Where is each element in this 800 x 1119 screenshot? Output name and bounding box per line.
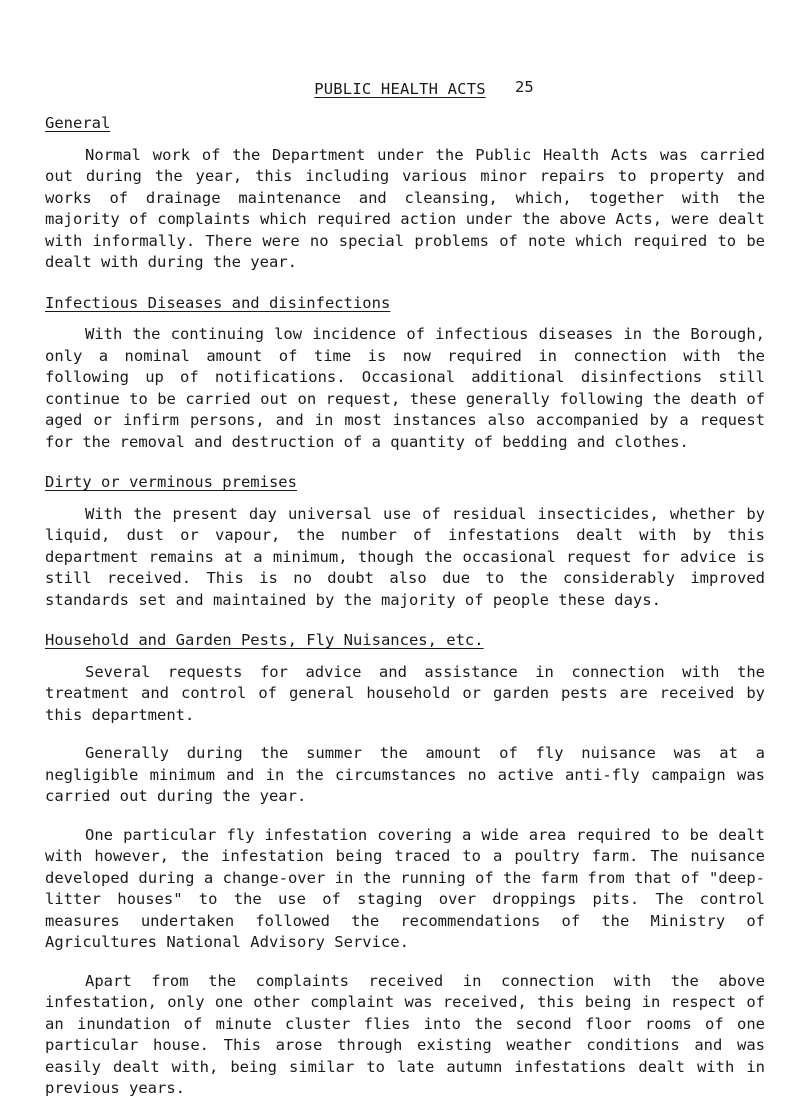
- section-heading: Dirty or verminous premises: [45, 473, 297, 491]
- paragraph: Normal work of the Department under the Public Health Acts was carried out during the year, this including various minor repairs to property and works of drainage maintenance and cleansing, which, together with the majority of complaints which required action under the above Acts, were dealt with informally. There were no special problems of note which required to be dealt with during the year.: [45, 145, 765, 271]
- section-heading: General: [45, 114, 111, 132]
- section-infectious-diseases: [45, 293, 765, 454]
- section-heading: Household and Garden Pests, Fly Nuisances, etc.: [45, 631, 484, 649]
- section-dirty-premises: [45, 472, 765, 611]
- paragraph: With the continuing low incidence of infectious diseases in the Borough, only a nominal amount of time is now required in connection with the following up of notifications. Occasional additional disinfections still continue to be carried out on request, these generally following the death of aged or infirm persons, and in most instances also accompanied by a request for the removal and destruction of a quantity of bedding and clothes.: [45, 325, 765, 451]
- page-title: PUBLIC HEALTH ACTS: [314, 80, 486, 98]
- paragraph: Generally during the summer the amount of fly nuisance was at a negligible minimum and in the circumstances no active anti-fly campaign was carried out during the year.: [45, 744, 765, 805]
- paragraph: Several requests for advice and assistance in connection with the treatment and control of general household or garden pests are received by this department.: [45, 662, 765, 724]
- paragraph: One particular fly infestation covering a wide area required to be dealt with however, the infestation being traced to a poultry farm. The nuisance developed during a change-over in the running of the farm from that of "deep-litter houses" to the use of staging over droppings pits. The control measures undertaken followed the recommendations of the Ministry of Agricultures National Advisory Service.: [45, 825, 765, 951]
- paragraph: Apart from the complaints received in connection with the above infestation, only one other complaint was received, this being in respect of an inundation of minute cluster flies into the second floor rooms of one particular house. This arose through existing weather conditions and was easily dealt with, being similar to late autumn infestations dealt with in previous years.: [45, 971, 765, 1097]
- page-number: 25: [515, 78, 534, 96]
- section-heading: Infectious Diseases and disinfections: [45, 293, 391, 312]
- section-household-pests: [45, 630, 765, 1100]
- running-head: [0, 80, 800, 98]
- paragraph: With the present day universal use of residual insecticides, whether by liquid, dust or vapour, the number of infestations dealt with by this department remains at a minimum, though the occasional request for advice is still received. This is no doubt also due to the considerably improved standards set and maintained by the majority of people these days.: [45, 504, 765, 609]
- section-general: [45, 113, 765, 274]
- document-body: [45, 113, 765, 1100]
